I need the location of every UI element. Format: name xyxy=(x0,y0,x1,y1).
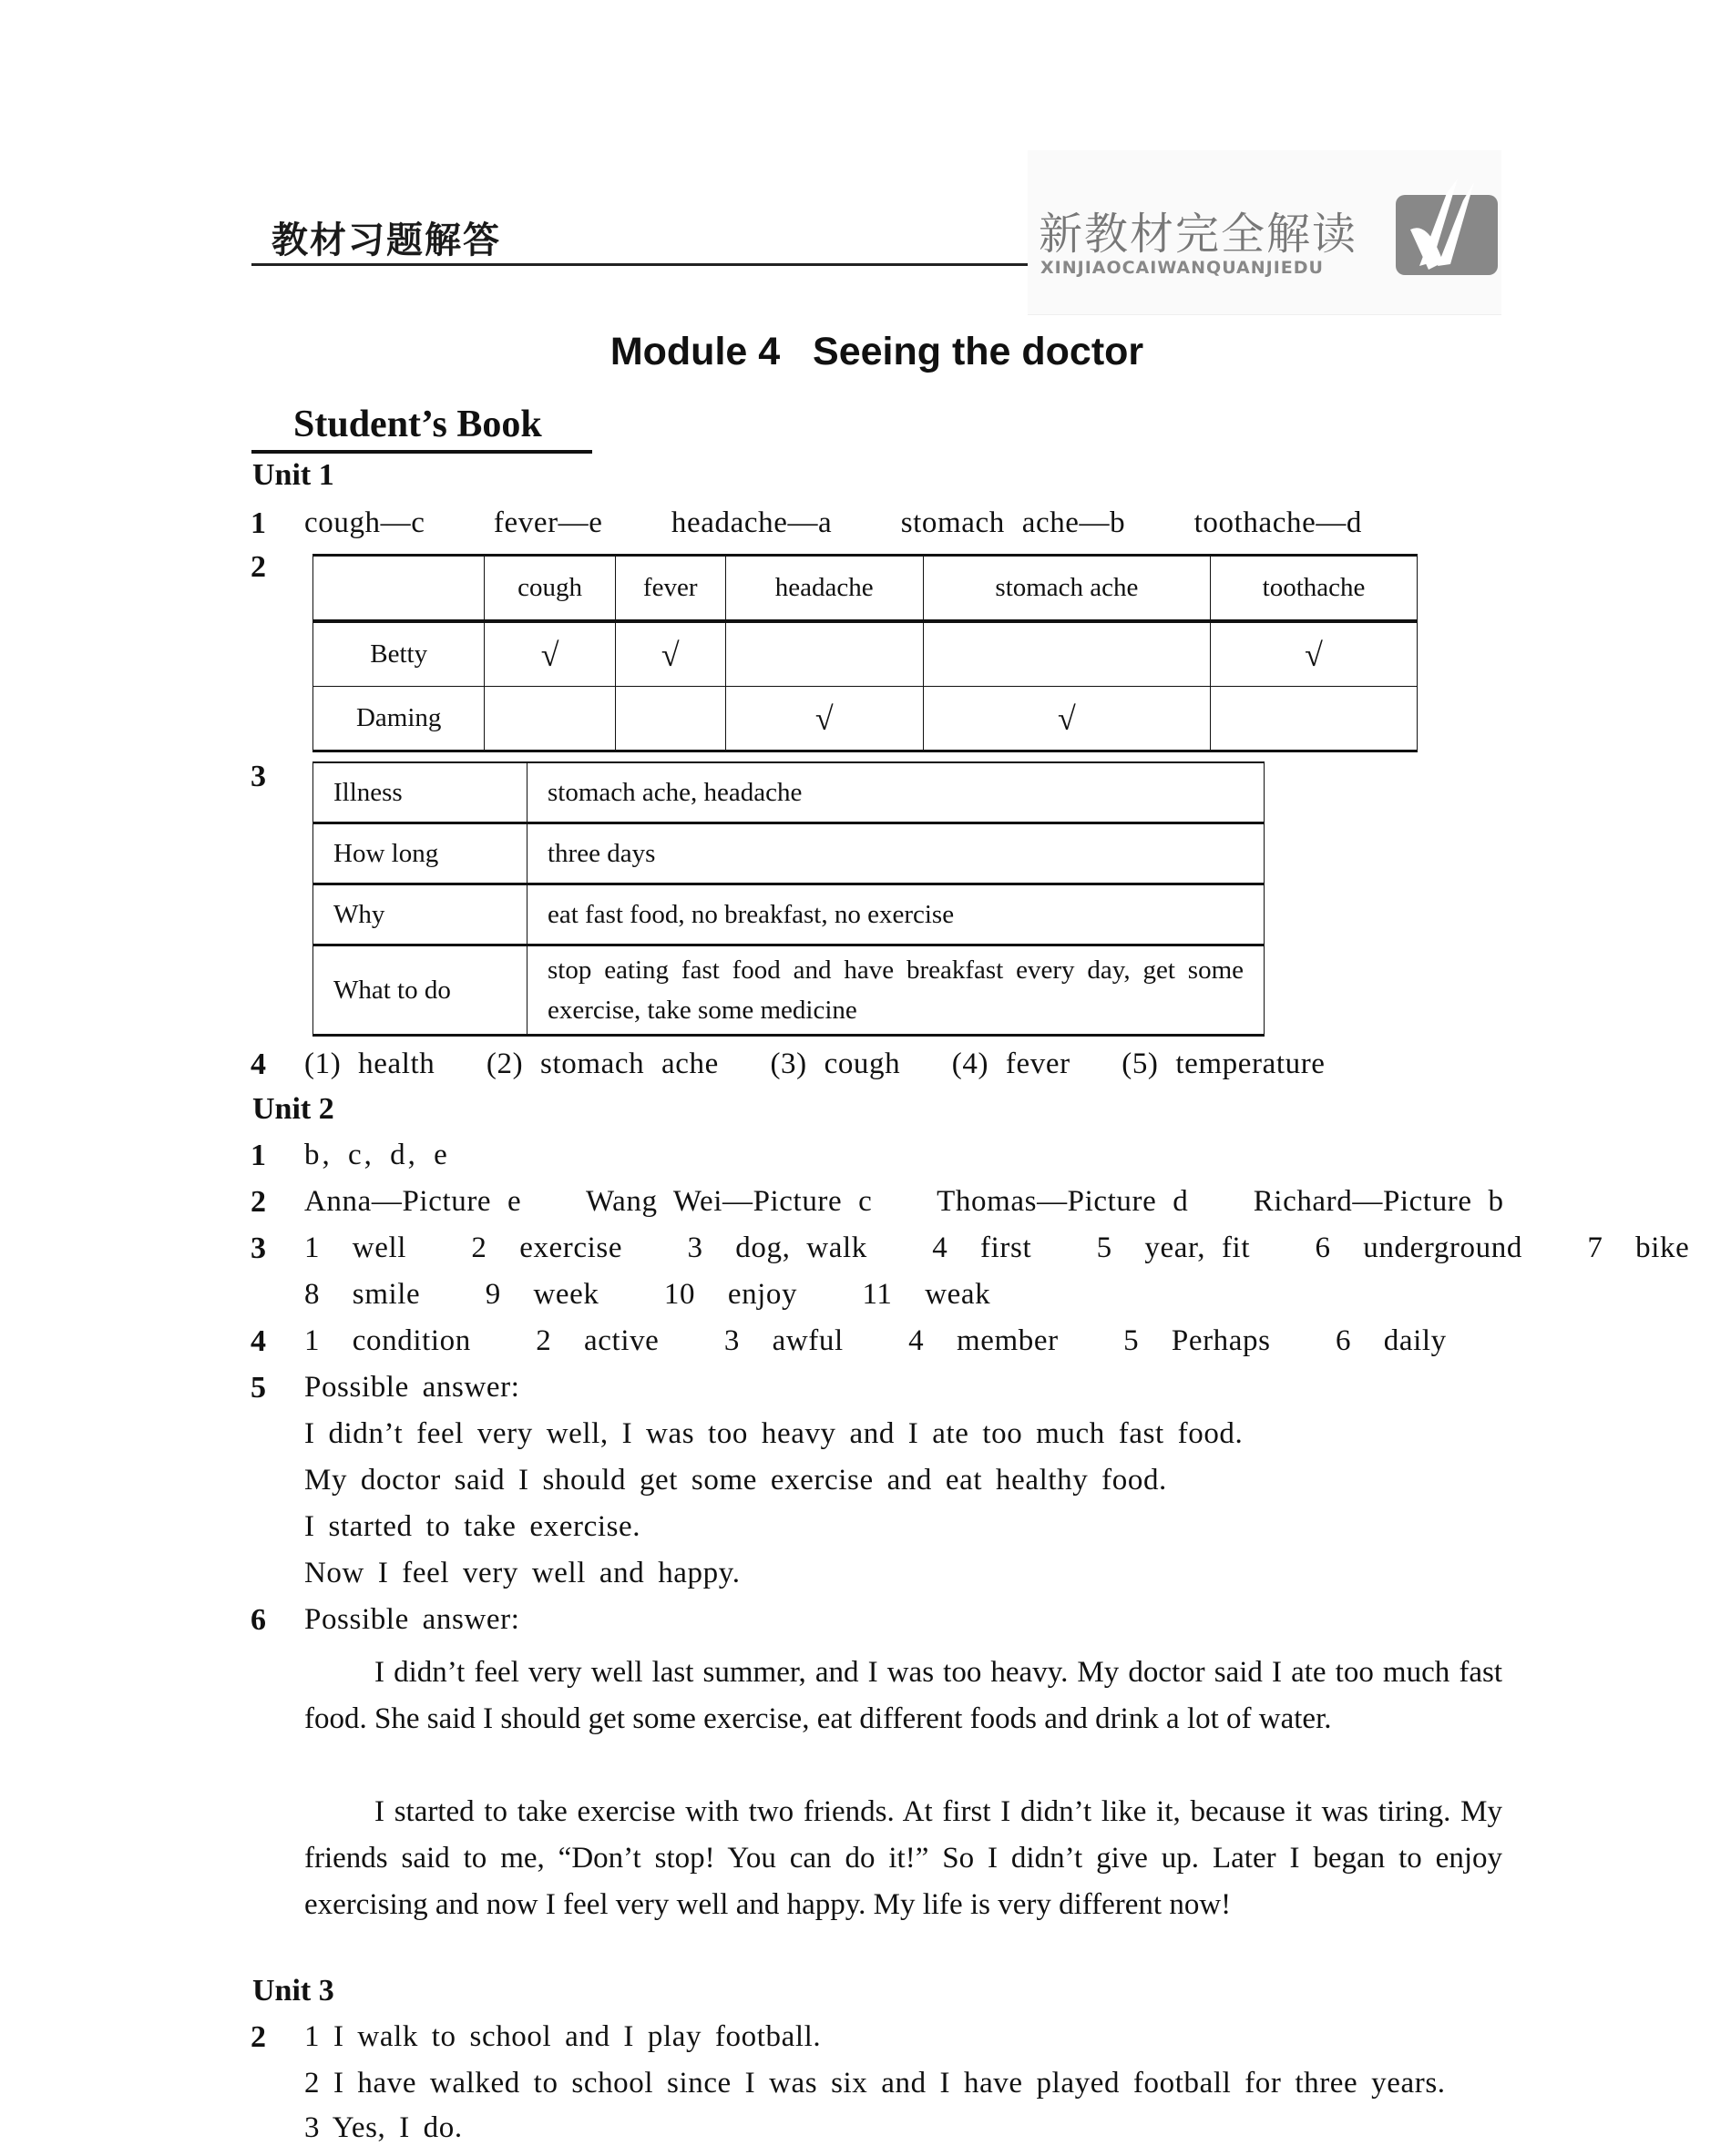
question-number: 2 xyxy=(251,1185,266,1219)
row-key: What to do xyxy=(313,945,527,1036)
question-number: 3 xyxy=(251,1231,266,1265)
possible-answer-label: Possible answer: xyxy=(304,1603,520,1636)
row-name: Daming xyxy=(313,687,485,751)
table-row xyxy=(313,762,1265,823)
check-cell xyxy=(1211,687,1418,751)
row-value: stop eating fast food and have breakfast every day, get some exercise, take some medicine xyxy=(527,945,1265,1036)
question-number: 3 xyxy=(251,760,266,793)
table-row xyxy=(313,884,1265,945)
answer-line: Now I feel very well and happy. xyxy=(304,1557,741,1589)
check-cell xyxy=(725,621,923,687)
row-key: How long xyxy=(313,823,527,884)
row-name: Betty xyxy=(313,621,485,687)
answer-paragraph: I started to take exercise with two friends. At first I didn’t like it, because it was tiring. My friends said to me, “Don’t stop! You can do it!” So I didn’t give up. Later I began to enjoy exercising and now I feel very well and happy. My life is very different now! xyxy=(304,1795,1502,1921)
table-row xyxy=(313,621,1418,687)
question-number: 6 xyxy=(251,1603,266,1637)
check-cell xyxy=(615,687,725,751)
book-logo-icon xyxy=(1392,175,1501,277)
unit2-q2-answer: Anna—Picture e Wang Wei—Picture c Thomas—Picture d Richard—Picture b xyxy=(304,1185,1504,1218)
unit1-q1-answer: cough—c fever—e headache—a stomach ache—b toothache—d xyxy=(304,506,1363,539)
row-key: Illness xyxy=(313,762,527,823)
check-cell: √ xyxy=(923,687,1210,751)
row-value: stomach ache, headache xyxy=(527,762,1265,823)
row-value: eat fast food, no breakfast, no exercise xyxy=(527,884,1265,945)
table-header-cell: headache xyxy=(725,556,923,622)
answer-paragraph: I didn’t feel very well last summer, and I was too heavy. My doctor said I ate too much fast food. She said I should get some exercise, eat different foods and drink a lot of water. xyxy=(304,1656,1502,1735)
unit2-q4-answer: 1 condition 2 active 3 awful 4 member 5 Perhaps 6 daily xyxy=(304,1324,1447,1357)
answer-line: 2 I have walked to school since I was six and I have played football for three years. xyxy=(304,2067,1446,2100)
question-number: 1 xyxy=(251,506,266,540)
check-cell xyxy=(923,621,1210,687)
answer-line: My doctor said I should get some exercise and eat healthy food. xyxy=(304,1464,1167,1497)
answer-line: I didn’t feel very well, I was too heavy and I ate too much fast food. xyxy=(304,1417,1244,1450)
table-header-cell: stomach ache xyxy=(923,556,1210,622)
question-number: 4 xyxy=(251,1047,266,1081)
check-cell xyxy=(485,687,615,751)
illness-table xyxy=(312,761,1265,1037)
check-cell: √ xyxy=(485,621,615,687)
answer-line: 3 Yes, I do. xyxy=(304,2111,463,2144)
unit2-q3-answer-line: 1 well 2 exercise 3 dog, walk 4 first 5 year, fit 6 underground 7 bike xyxy=(304,1231,1690,1264)
page-title: Module 4 Seeing the doctor xyxy=(609,330,1144,373)
check-cell: √ xyxy=(725,687,923,751)
book-heading: Student’s Book xyxy=(293,404,542,445)
table-header-row xyxy=(313,556,1418,622)
unit3-heading: Unit 3 xyxy=(252,1974,334,2008)
section-header-title: 教材习题解答 xyxy=(271,220,501,261)
table-row xyxy=(313,687,1418,751)
unit1-heading: Unit 1 xyxy=(252,458,334,492)
unit2-q3-answer-line: 8 smile 9 week 10 enjoy 11 weak xyxy=(304,1278,991,1311)
table-header-cell: cough xyxy=(485,556,615,622)
answer-line: I started to take exercise. xyxy=(304,1510,641,1543)
row-value: three days xyxy=(527,823,1265,884)
book-heading-rule xyxy=(251,450,592,454)
logo-chinese-text: 新教材完全解读 xyxy=(1039,209,1358,260)
unit2-heading: Unit 2 xyxy=(252,1092,334,1126)
question-number: 2 xyxy=(251,550,266,584)
question-number: 2 xyxy=(251,2020,266,2054)
table-row xyxy=(313,823,1265,884)
unit1-q4-answer: (1) health (2) stomach ache (3) cough (4) fever (5) temperature xyxy=(304,1047,1326,1080)
answer-line: 1 I walk to school and I play football. xyxy=(304,2020,822,2053)
check-cell: √ xyxy=(615,621,725,687)
unit2-q1-answer: b, c, d, e xyxy=(304,1139,450,1171)
table-row xyxy=(313,945,1265,1036)
question-number: 4 xyxy=(251,1324,266,1358)
symptoms-table xyxy=(312,554,1418,752)
row-key: Why xyxy=(313,884,527,945)
header-rule xyxy=(251,263,1028,266)
possible-answer-label: Possible answer: xyxy=(304,1371,520,1404)
table-header-cell xyxy=(313,556,485,622)
logo-pinyin-text: XINJIAOCAIWANQUANJIEDU xyxy=(1040,258,1324,278)
table-header-cell: fever xyxy=(615,556,725,622)
table-header-cell: toothache xyxy=(1211,556,1418,622)
check-cell: √ xyxy=(1211,621,1418,687)
question-number: 1 xyxy=(251,1139,266,1172)
question-number: 5 xyxy=(251,1371,266,1405)
